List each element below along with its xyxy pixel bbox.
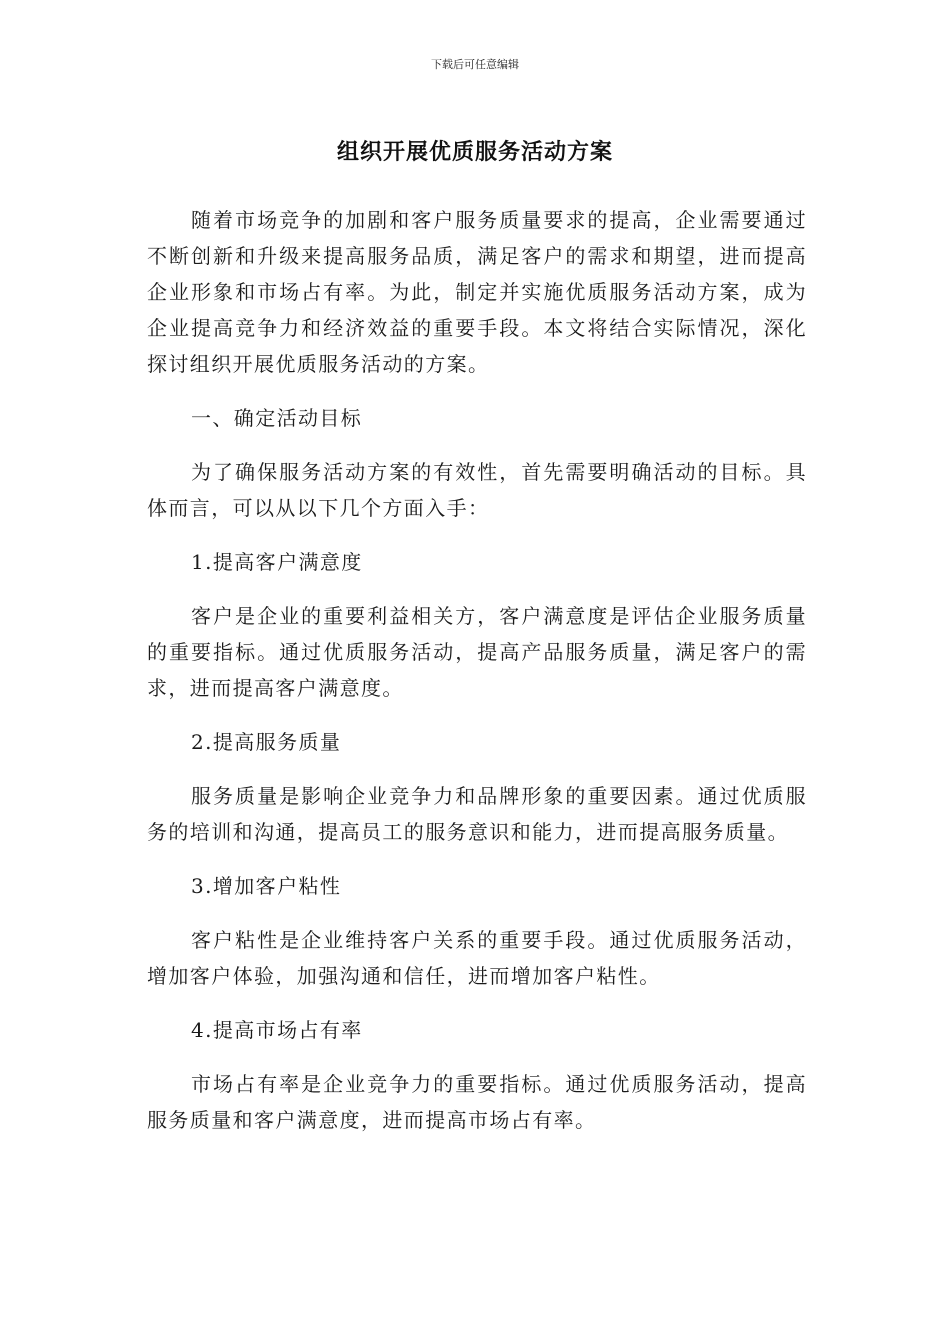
intro-paragraph: 随着市场竞争的加剧和客户服务质量要求的提高，企业需要通过不断创新和升级来提高服务品质，满足客户的需求和期望，进而提高企业形象和市场占有率。为此，制定并实施优质服务活动方案，成为企业提高竞争力和经济效益的重要手段。本文将结合实际情况，深化探讨组织开展优质服务活动的方案。	[147, 208, 807, 376]
paragraph: 客户是企业的重要利益相关方，客户满意度是评估企业服务质量的重要指标。通过优质服务活动，提高产品服务质量，满足客户的需求，进而提高客户满意度。	[147, 604, 807, 700]
subsection-heading: 2.提高服务质量	[191, 730, 342, 754]
document-title: 组织开展优质服务活动方案	[336, 140, 613, 165]
subsection-heading: 1.提高客户满意度	[191, 550, 363, 574]
document-body	[147, 202, 807, 1156]
subsection-heading: 3.增加客户粘性	[191, 874, 342, 898]
header-note: 下载后可任意编辑	[431, 58, 519, 71]
paragraph: 为了确保服务活动方案的有效性，首先需要明确活动的目标。具体而言，可以从以下几个方面入手：	[147, 460, 807, 520]
paragraph: 客户粘性是企业维持客户关系的重要手段。通过优质服务活动，增加客户体验，加强沟通和信任，进而增加客户粘性。	[147, 928, 807, 988]
paragraph: 服务质量是影响企业竞争力和品牌形象的重要因素。通过优质服务的培训和沟通，提高员工的服务意识和能力，进而提高服务质量。	[147, 784, 807, 844]
section-heading: 一、确定活动目标	[191, 406, 363, 430]
paragraph: 市场占有率是企业竞争力的重要指标。通过优质服务活动，提高服务质量和客户满意度，进而提高市场占有率。	[147, 1072, 807, 1132]
subsection-heading: 4.提高市场占有率	[191, 1018, 363, 1042]
